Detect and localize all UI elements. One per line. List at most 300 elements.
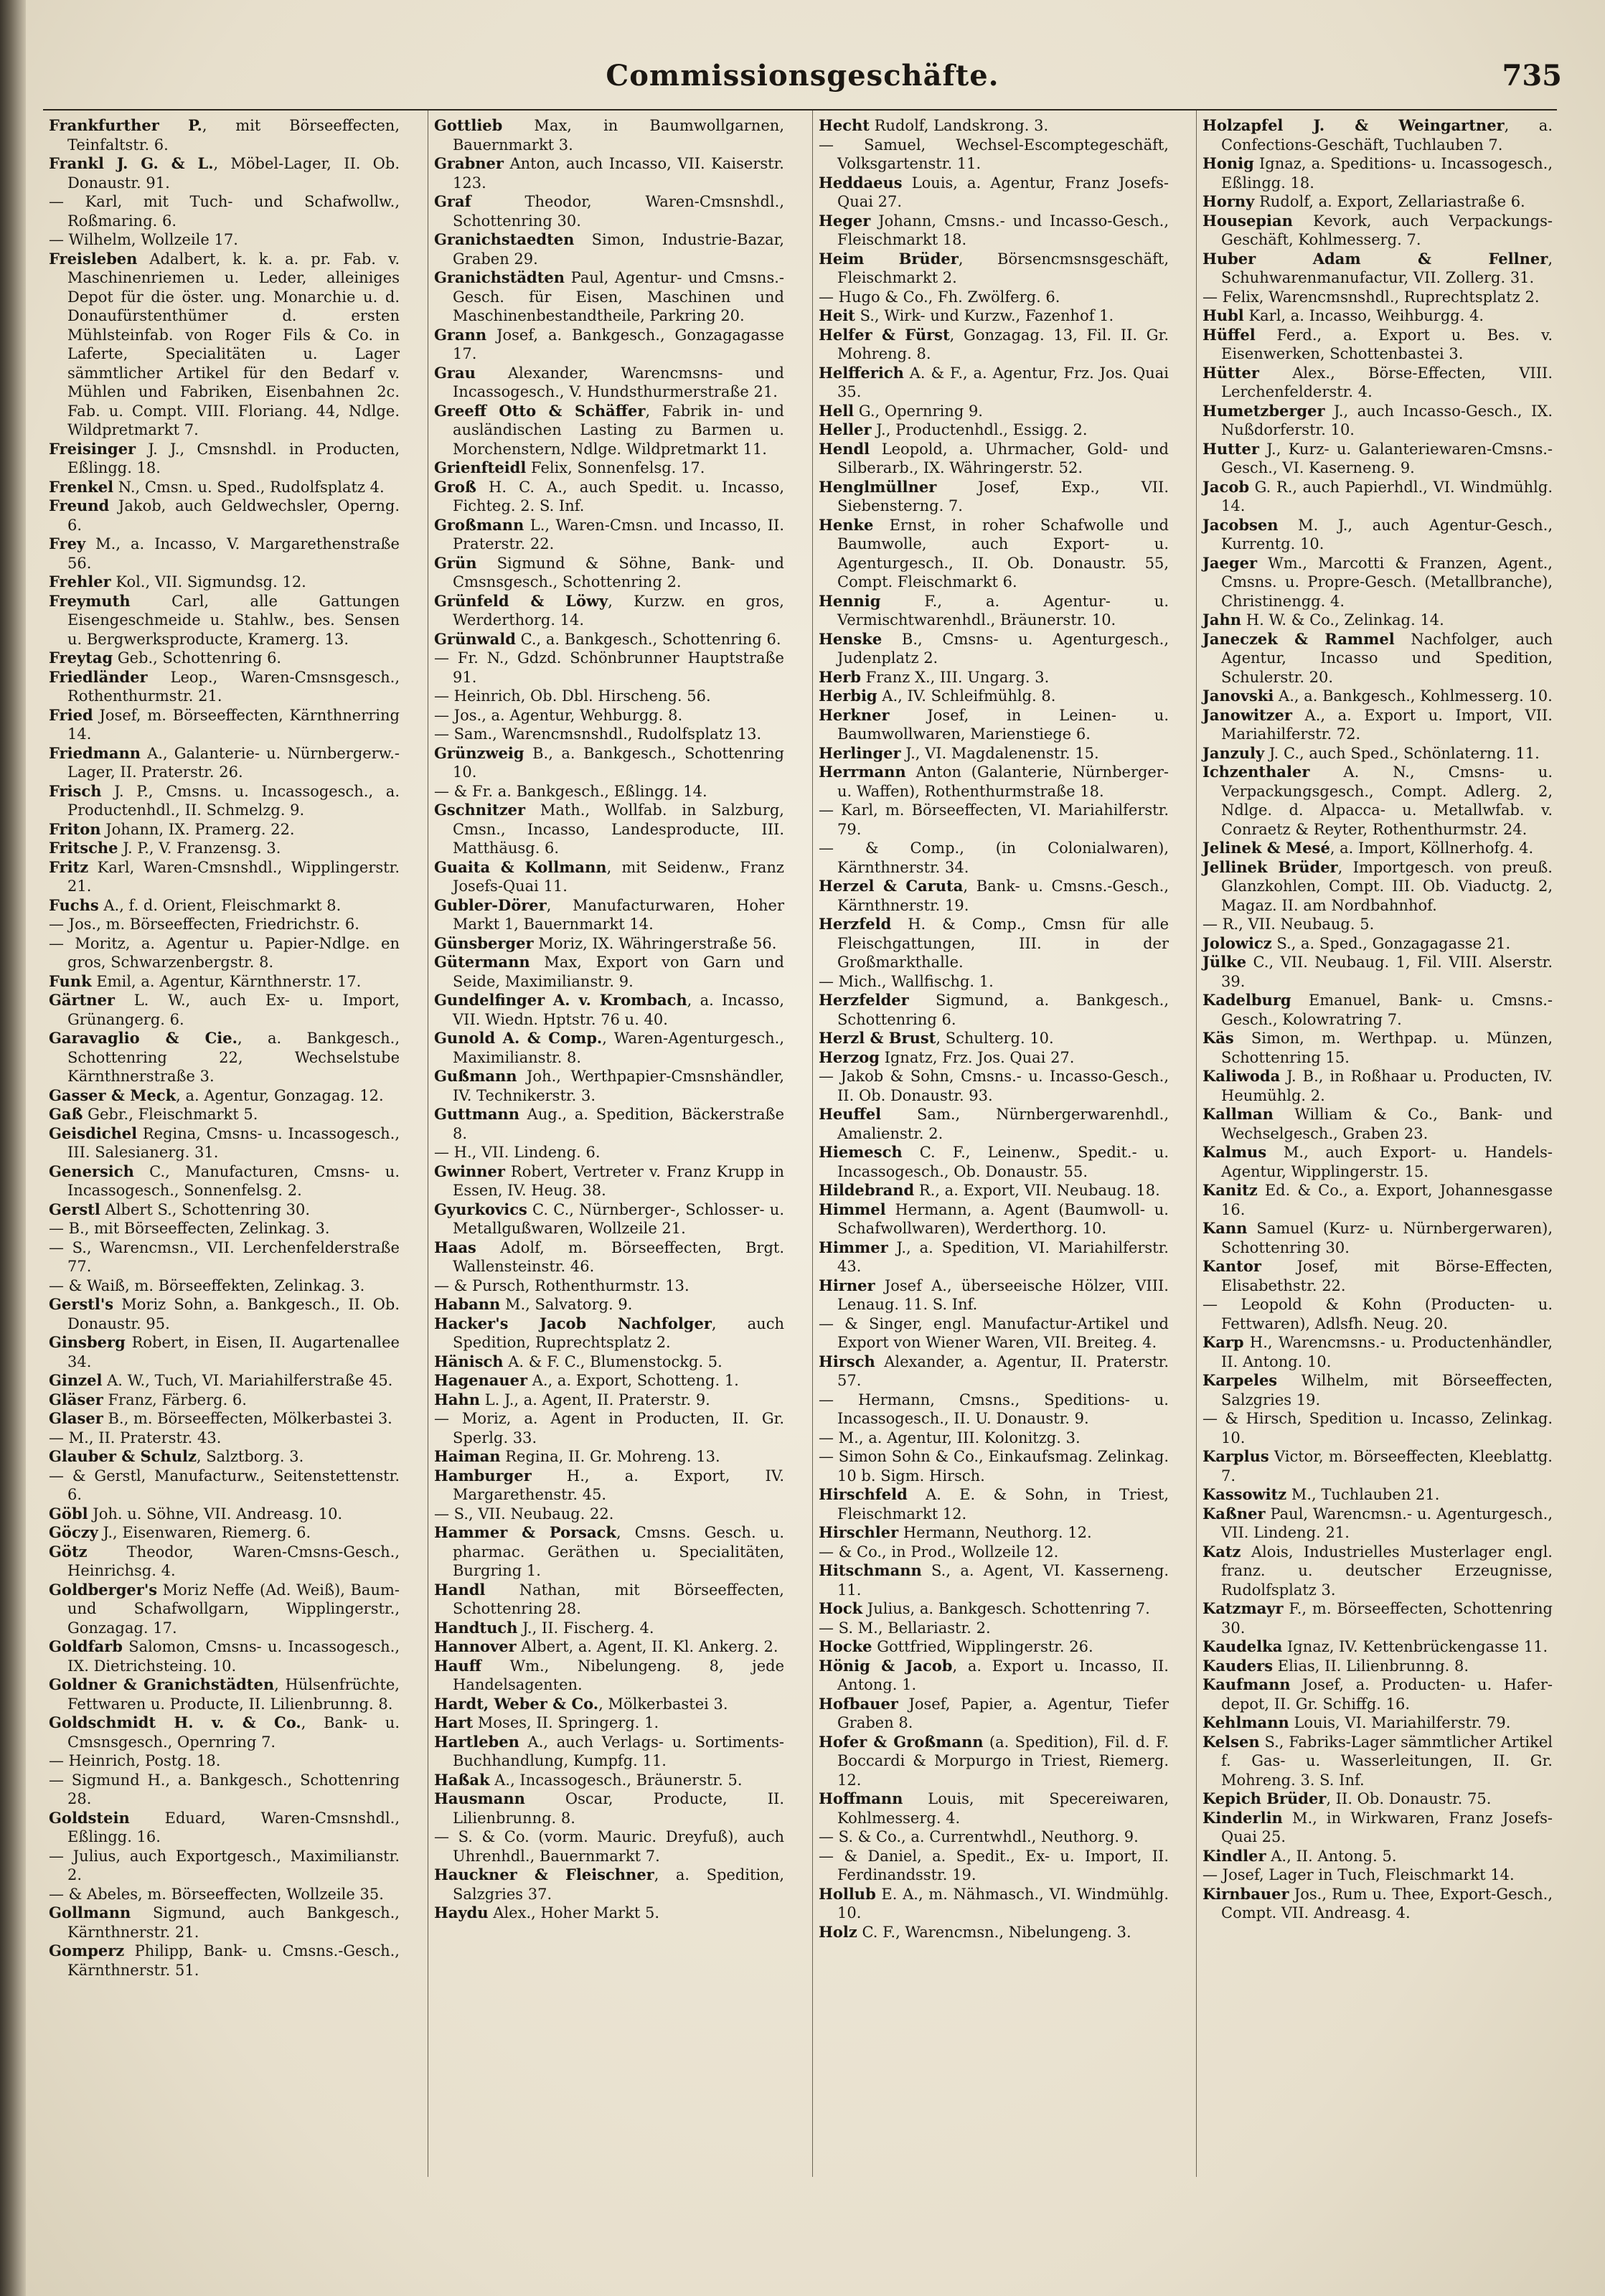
entry-details: — Heinrich, Ob. Dbl. Hirscheng. 56. xyxy=(434,687,711,705)
entry-name: Hauckner & Fleischner xyxy=(434,1866,654,1883)
directory-entry xyxy=(1202,306,1553,326)
directory-entry xyxy=(1202,1543,1553,1600)
entry-details: A., a. Export, Schotteng. 1. xyxy=(527,1372,739,1389)
directory-columns xyxy=(43,109,1557,2177)
entry-details: Franz, Färberg. 6. xyxy=(103,1391,247,1408)
entry-name: Hildebrand xyxy=(819,1181,915,1199)
directory-entry xyxy=(49,1409,400,1429)
entry-name: Friedländer xyxy=(49,667,148,686)
directory-entry xyxy=(49,1523,400,1543)
directory-entry xyxy=(49,820,400,839)
directory-entry xyxy=(1202,1029,1553,1067)
entry-details: Karl, a. Incasso, Weihburgg. 4. xyxy=(1243,307,1484,324)
entry-details: , Salztborg. 3. xyxy=(196,1448,304,1465)
entry-name: Humetzberger xyxy=(1202,401,1325,420)
entry-name: Fritz xyxy=(49,857,89,876)
entry-name: Gütermann xyxy=(434,953,530,971)
entry-name: Frenkel xyxy=(49,477,114,496)
entry-details: A., IV. Schleifmühlg. 8. xyxy=(877,687,1056,705)
directory-entry xyxy=(434,1409,784,1447)
entry-name: Hendl xyxy=(819,439,870,458)
entry-name: Handtuch xyxy=(434,1618,518,1637)
entry-details: , Gonzagag. 13, Fil. II. Gr. Mohreng. 8. xyxy=(837,326,1169,362)
entry-details: Nathan, mit Börseeffecten, Schottenring 28. xyxy=(453,1581,784,1617)
directory-entry xyxy=(819,668,1169,687)
entry-name: Heddaeus xyxy=(819,173,903,192)
entry-name: Freund xyxy=(49,497,110,514)
entry-name: Freymuth xyxy=(49,591,131,610)
book-spine-shadow xyxy=(0,0,26,2296)
directory-entry xyxy=(49,1904,400,1942)
directory-entry xyxy=(819,630,1169,668)
entry-details: Math., Wollfab. in Salzburg, Cmsn., Incasso, Landesproducte, III. Matthäusg. 6. xyxy=(453,801,784,857)
entry-name: Karp xyxy=(1202,1333,1244,1351)
entry-details: L. W., auch Ex- u. Import, Grünangerg. 6. xyxy=(67,992,400,1028)
entry-details: Eduard, Waren-Cmsnshdl., Eßlingg. 16. xyxy=(67,1809,400,1845)
directory-entry xyxy=(819,1543,1169,1562)
entry-name: Holzapfel J. & Weingartner xyxy=(1202,116,1505,134)
entry-details: Louis, mit Specereiwaren, Kohlmesserg. 4. xyxy=(837,1790,1169,1827)
directory-entry xyxy=(49,744,400,782)
directory-entry xyxy=(434,1637,784,1657)
directory-entry xyxy=(49,230,400,250)
directory-entry xyxy=(819,1657,1169,1695)
directory-entry xyxy=(1202,1485,1553,1505)
directory-entry xyxy=(819,687,1169,706)
entry-details: Oscar, Producte, II. Lilienbrunng. 8. xyxy=(453,1790,784,1827)
entry-name: Katz xyxy=(1202,1542,1241,1561)
entry-name: Freisinger xyxy=(49,439,136,458)
directory-entry xyxy=(49,991,400,1029)
directory-entry xyxy=(819,744,1169,763)
entry-details: (a. Spedition), Fil. d. F. Boccardi & Morpurgo in Triest, Riemerg. 12. xyxy=(837,1733,1169,1789)
entry-details: — Moritz, a. Agentur u. Papier-Ndlge. en gros, Schwarzenbergstr. 8. xyxy=(49,934,400,971)
entry-name: Hiemesch xyxy=(819,1143,903,1161)
entry-details: A., a. Bankgesch., Kohlmesserg. 10. xyxy=(1274,687,1553,705)
entry-details: F., a. Agentur- u. Vermischtwarenhdl., Bräunerstr. 10. xyxy=(837,592,1169,629)
entry-details: Ignaz, IV. Kettenbrückengasse 11. xyxy=(1282,1638,1548,1655)
entry-details: Ferd., a. Export u. Bes. v. Eisenwerken, Schottenbastei 3. xyxy=(1221,326,1553,362)
entry-name: Herzog xyxy=(819,1048,880,1066)
directory-entry xyxy=(1202,212,1553,250)
entry-details: J. J., Cmsnshdl. in Producten, Eßlingg. 18. xyxy=(67,440,400,476)
entry-details: , a. Agentur, Gonzagag. 12. xyxy=(176,1086,384,1104)
entry-details: R., a. Export, VII. Neubaug. 18. xyxy=(914,1182,1160,1199)
directory-entry xyxy=(49,497,400,535)
entry-details: Paul, Warencmsn.- u. Agenturgesch., VII. Lindeng. 21. xyxy=(1221,1505,1553,1541)
entry-details: Johann, IX. Pramerg. 22. xyxy=(100,820,295,838)
entry-details: C., VII. Neubaug. 1, Fil. VIII. Alserstr. 39. xyxy=(1221,954,1553,990)
entry-name: Goldner & Granichstädten xyxy=(49,1675,275,1693)
directory-entry xyxy=(49,782,400,820)
entry-name: Kallman xyxy=(1202,1105,1274,1123)
entry-details: J., a. Spedition, VI. Mariahilferstr. 43. xyxy=(837,1238,1169,1275)
directory-entry xyxy=(819,1105,1169,1143)
entry-name: Hocke xyxy=(819,1637,872,1655)
entry-details: Alexander, a. Agentur, II. Praterstr. 57. xyxy=(837,1352,1169,1389)
directory-entry xyxy=(819,136,1169,174)
entry-name: Hirner xyxy=(819,1276,875,1294)
directory-entry xyxy=(1202,611,1553,630)
entry-details: H., Warencmsns.- u. Productenhändler, II. Antong. 10. xyxy=(1221,1334,1553,1370)
entry-details: — Hugo & Co., Fh. Zwölferg. 6. xyxy=(819,288,1060,306)
entry-details: N., Cmsn. u. Sped., Rudolfsplatz 4. xyxy=(113,478,385,496)
entry-details: Anton (Galanterie, Nürnberger- u. Waffen), Rothenthurmstraße 18. xyxy=(837,763,1169,800)
entry-name: Hutter xyxy=(1202,439,1259,458)
entry-details: G. R., auch Papierhdl., VI. Windmühlg. 14. xyxy=(1221,478,1553,514)
entry-details: A., Galanterie- u. Nürnbergerw.-Lager, II. Praterstr. 26. xyxy=(67,744,400,781)
entry-name: Grann xyxy=(434,325,487,344)
entry-name: Frisch xyxy=(49,781,102,800)
entry-name: Janowitzer xyxy=(1202,705,1292,724)
entry-details: — S. M., Bellariastr. 2. xyxy=(819,1619,991,1637)
directory-entry xyxy=(819,174,1169,212)
entry-details: — Wilhelm, Wollzeile 17. xyxy=(49,231,238,248)
directory-entry xyxy=(434,116,784,154)
page-header xyxy=(43,59,1562,109)
entry-details: — Heinrich, Postg. 18. xyxy=(49,1752,221,1769)
entry-details: Leopold, a. Uhrmacher, Gold- und Silberarb., IX. Währingerstr. 52. xyxy=(837,440,1169,476)
entry-details: Albert, a. Agent, II. Kl. Ankerg. 2. xyxy=(516,1638,778,1655)
entry-details: C., Manufacturen, Cmsns- u. Incassogesch., Sonnenfelsg. 2. xyxy=(67,1162,400,1199)
entry-name: Herzl & Brust xyxy=(819,1029,936,1047)
entry-name: Grienfteidl xyxy=(434,458,527,476)
entry-details: — Moriz, a. Agent in Producten, II. Gr. Sperlg. 33. xyxy=(434,1410,784,1446)
entry-details: Regina, Cmsns- u. Incassogesch., III. Salesianerg. 31. xyxy=(67,1124,400,1161)
entry-details: Ernst, in roher Schafwolle und Baumwolle, auch Export- u. Agenturgesch., II. Ob. Donaustr. 55, Compt. Fleischmarkt 6. xyxy=(837,516,1169,591)
entry-name: Goldberger's xyxy=(49,1580,158,1599)
entry-details: Emil, a. Agentur, Kärnthnerstr. 17. xyxy=(91,972,362,990)
entry-name: Herbig xyxy=(819,687,877,705)
entry-name: Friton xyxy=(49,819,101,838)
entry-name: Gärtner xyxy=(49,991,115,1009)
directory-entry xyxy=(819,402,1169,421)
entry-details: H. & Comp., Cmsn für alle Fleischgattungen, III. in der Großmarkthalle. xyxy=(837,916,1169,971)
entry-name: Herrmann xyxy=(819,763,906,781)
directory-entry xyxy=(819,288,1169,307)
directory-entry xyxy=(819,972,1169,992)
entry-details: J. C., auch Sped., Schönlaterng. 11. xyxy=(1264,744,1540,762)
directory-entry xyxy=(819,1029,1169,1048)
entry-name: Hirschler xyxy=(819,1523,899,1541)
directory-entry xyxy=(1202,192,1553,212)
entry-details: — M., a. Agentur, III. Kolonitzg. 3. xyxy=(819,1429,1081,1446)
entry-details: A. & F., a. Agentur, Frz. Jos. Quai 35. xyxy=(837,364,1169,400)
directory-entry xyxy=(819,1561,1169,1599)
entry-details: Louis, VI. Mariahilferstr. 79. xyxy=(1289,1714,1511,1731)
directory-entry xyxy=(1202,934,1553,954)
entry-details: Kol., VII. Sigmundsg. 12. xyxy=(110,573,306,591)
entry-details: J., VI. Magdalenenstr. 15. xyxy=(900,744,1099,762)
page-number: 735 xyxy=(1502,59,1562,93)
entry-details: — & Fr. a. Bankgesch., Eßlingg. 14. xyxy=(434,782,707,800)
entry-details: Julius, a. Bankgesch. Schottenring 7. xyxy=(862,1600,1150,1617)
directory-entry xyxy=(49,1447,400,1467)
entry-details: — S. & Co. (vorm. Mauric. Dreyfuß), auch Uhrenhdl., Bauernmarkt 7. xyxy=(434,1828,784,1865)
directory-entry xyxy=(1202,1219,1553,1257)
entry-name: Grau xyxy=(434,363,476,382)
entry-name: Ginsberg xyxy=(49,1333,126,1351)
entry-name: Kanitz xyxy=(1202,1181,1258,1199)
entry-details: M., Tuchlauben 21. xyxy=(1286,1486,1440,1503)
directory-entry xyxy=(434,364,784,402)
directory-entry xyxy=(49,1543,400,1581)
entry-details: Sam., Nürnbergerwarenhdl., Amalienstr. 2. xyxy=(837,1106,1169,1142)
entry-details: Adalbert, k. k. a. pr. Fab. v. Maschinenriemen u. Leder, alleiniges Depot für die öster. ung. Monarchie u. d. Donaufürstenthümer d. ersten Mühlsteinfab. von Roger Fils & Co. in Laferte, Specialitäten u. Lager sämmtlicher Artikel für den Bedarf v. Mühlen und Fabriken, Eisenbahnen 2c. Fab. u. Compt. VIII. Floriang. 44, Ndlge. Wildpretmarkt 7. xyxy=(67,250,400,438)
entry-details: Josef, m. Börseeffecten, Kärnthnerring 14. xyxy=(67,706,400,743)
entry-name: Hahn xyxy=(434,1390,480,1408)
directory-entry xyxy=(1202,1257,1553,1295)
entry-name: Herlinger xyxy=(819,743,901,762)
directory-entry xyxy=(819,1637,1169,1657)
entry-name: Funk xyxy=(49,971,92,990)
directory-entry xyxy=(1202,1447,1553,1485)
directory-entry xyxy=(434,1904,784,1923)
entry-details: Josef, Exp., VII. Siebensterng. 7. xyxy=(837,478,1169,514)
directory-entry xyxy=(819,516,1169,592)
directory-entry xyxy=(1202,154,1553,192)
entry-details: Moriz Sohn, a. Bankgesch., II. Ob. Donaustr. 95. xyxy=(67,1296,400,1332)
entry-details: C. F., Leinenw., Spedit.- u. Incassogesch., Ob. Donaustr. 55. xyxy=(837,1144,1169,1180)
directory-entry xyxy=(1202,839,1553,858)
entry-details: — & Hirsch, Spedition u. Incasso, Zelinkag. 10. xyxy=(1202,1410,1553,1446)
entry-details: Rudolf, Landskrong. 3. xyxy=(869,117,1049,134)
directory-entry xyxy=(434,858,784,896)
entry-name: Glaser xyxy=(49,1409,103,1427)
directory-entry xyxy=(49,573,400,592)
entry-details: Alex., Hoher Markt 5. xyxy=(488,1904,660,1921)
directory-entry xyxy=(819,250,1169,288)
entry-name: Großmann xyxy=(434,515,524,534)
entry-details: — S. & Co., a. Currentwhdl., Neuthorg. 9. xyxy=(819,1828,1139,1845)
entry-details: — Mich., Wallfischg. 1. xyxy=(819,972,994,990)
directory-entry xyxy=(434,1371,784,1391)
entry-details: Josef, mit Börse-Effecten, Elisabethstr. 22. xyxy=(1221,1258,1553,1294)
directory-entry xyxy=(819,706,1169,744)
directory-entry xyxy=(1202,1067,1553,1105)
entry-details: Felix, Sonnenfelsg. 17. xyxy=(526,459,705,476)
directory-entry xyxy=(49,1333,400,1371)
directory-entry xyxy=(819,839,1169,877)
entry-name: Freisleben xyxy=(49,249,138,268)
entry-name: Janzuly xyxy=(1202,743,1265,762)
entry-details: Moriz Neffe (Ad. Weiß), Baum- und Schafwollgarn, Wipplingerstr., Gonzagag. 17. xyxy=(67,1581,400,1637)
directory-entry xyxy=(819,1827,1169,1847)
directory-entry xyxy=(1202,687,1553,706)
directory-entry xyxy=(49,592,400,649)
entry-name: Hock xyxy=(819,1599,863,1617)
entry-details: Wm., Marcotti & Franzen, Agent., Cmsns. u. Propre-Gesch. (Metallbranche), Christinengg. 4. xyxy=(1221,554,1553,610)
entry-details: L. J., a. Agent, II. Praterstr. 9. xyxy=(479,1391,710,1408)
directory-entry xyxy=(1202,744,1553,763)
entry-details: Albert S., Schottenring 30. xyxy=(100,1200,311,1218)
entry-name: Himmer xyxy=(819,1238,888,1256)
directory-entry xyxy=(434,1143,784,1162)
entry-name: Kantor xyxy=(1202,1257,1261,1275)
directory-entry xyxy=(434,1523,784,1581)
entry-name: Gaß xyxy=(49,1105,83,1123)
directory-entry xyxy=(434,458,784,478)
directory-entry xyxy=(49,668,400,706)
entry-details: Sigmund, a. Bankgesch., Schottenring 6. xyxy=(837,992,1169,1028)
entry-name: Haiman xyxy=(434,1447,501,1465)
directory-entry xyxy=(434,1067,784,1105)
directory-entry xyxy=(1202,1847,1553,1866)
directory-entry xyxy=(434,687,784,706)
entry-details: Joh. u. Söhne, VII. Andreasg. 10. xyxy=(88,1505,343,1523)
directory-entry xyxy=(819,364,1169,402)
entry-name: Hacker's Jacob Nachfolger xyxy=(434,1314,712,1332)
entry-name: Helfferich xyxy=(819,363,904,382)
entry-name: Janeczek & Rammel xyxy=(1202,629,1395,648)
directory-entry xyxy=(49,1581,400,1638)
entry-name: Genersich xyxy=(49,1162,134,1180)
entry-details: Karl, Waren-Cmsnshdl., Wipplingerstr. 21. xyxy=(67,858,400,895)
directory-entry xyxy=(434,1295,784,1314)
directory-entry xyxy=(819,440,1169,478)
entry-name: Kepich Brüder xyxy=(1202,1789,1327,1807)
entry-name: Jacobsen xyxy=(1202,515,1279,534)
directory-entry xyxy=(819,592,1169,630)
entry-details: , Möbel-Lager, II. Ob. Donaustr. 91. xyxy=(67,155,400,192)
entry-name: Hagenauer xyxy=(434,1371,528,1389)
entry-details: Sigmund & Söhne, Bank- und Cmsnsgesch., Schottenring 2. xyxy=(453,554,784,591)
directory-entry xyxy=(434,1162,784,1200)
entry-details: H. W. & Co., Zelinkag. 14. xyxy=(1241,611,1444,629)
entry-name: Greeff Otto & Schäffer xyxy=(434,401,646,420)
directory-entry xyxy=(1202,1105,1553,1143)
directory-entry xyxy=(434,725,784,744)
entry-name: Hell xyxy=(819,401,855,420)
entry-name: Kauders xyxy=(1202,1656,1274,1675)
directory-entry xyxy=(49,1219,400,1238)
page-title: Commissionsgeschäfte. xyxy=(606,59,999,93)
entry-details: J., Productenhdl., Essigg. 2. xyxy=(871,421,1088,438)
directory-entry xyxy=(434,801,784,858)
entry-name: Haßak xyxy=(434,1770,490,1789)
entry-details: Alois, Industrielles Musterlager engl. franz. u. deutscher Erzeugnisse, Rudolfsplatz 3. xyxy=(1221,1543,1553,1599)
entry-details: Louis, a. Agentur, Franz Josefs-Quai 27. xyxy=(837,174,1169,210)
entry-name: Frey xyxy=(49,535,86,552)
directory-entry xyxy=(434,402,784,459)
directory-entry xyxy=(819,1048,1169,1068)
directory-entry xyxy=(434,154,784,192)
entry-name: Herkner xyxy=(819,705,890,724)
directory-entry xyxy=(49,116,400,154)
entry-details: Max, Export von Garn und Seide, Maximilianstr. 9. xyxy=(453,954,784,990)
directory-entry xyxy=(49,1238,400,1276)
entry-name: Guttmann xyxy=(434,1105,519,1123)
directory-entry xyxy=(49,1713,400,1751)
directory-entry xyxy=(1202,1637,1553,1657)
entry-details: — R., VII. Neubaug. 5. xyxy=(1202,916,1375,933)
entry-name: Kindler xyxy=(1202,1846,1266,1865)
directory-entry xyxy=(434,744,784,782)
entry-details: , Börsencmsnsgeschäft, Fleischmarkt 2. xyxy=(837,250,1169,286)
directory-entry xyxy=(819,1789,1169,1827)
directory-entry xyxy=(1202,915,1553,934)
entry-name: Groß xyxy=(434,477,476,496)
entry-name: Ginzel xyxy=(49,1371,103,1389)
directory-entry xyxy=(819,1695,1169,1733)
directory-entry xyxy=(819,1847,1169,1885)
entry-details: , a. Bankgesch., Schottenring 22, Wechselstube Kärnthnerstraße 3. xyxy=(67,1030,400,1085)
directory-entry xyxy=(434,268,784,326)
directory-entry xyxy=(819,1733,1169,1790)
entry-details: L., Waren-Cmsn. und Incasso, II. Praterstr. 22. xyxy=(453,516,784,552)
entry-details: — Karl, mit Tuch- und Schafwollw., Roßmaring. 6. xyxy=(49,193,400,230)
entry-details: Kevork, auch Verpackungs-Geschäft, Kohlmesserg. 7. xyxy=(1221,212,1553,248)
entry-name: Freytag xyxy=(49,649,113,667)
entry-details: Elias, II. Lilienbrunng. 8. xyxy=(1273,1657,1469,1675)
entry-name: Jülke xyxy=(1202,953,1247,971)
directory-entry xyxy=(49,440,400,478)
entry-name: Jacob xyxy=(1202,477,1250,496)
entry-name: Heller xyxy=(819,420,872,438)
entry-name: Hollub xyxy=(819,1884,876,1903)
entry-details: — S., Warencmsn., VII. Lerchenfelderstraße 77. xyxy=(49,1238,400,1275)
directory-entry xyxy=(434,934,784,954)
directory-entry xyxy=(434,991,784,1029)
entry-name: Frankfurther P. xyxy=(49,116,202,134)
entry-details: B., Cmsns- u. Agenturgesch., Judenplatz 2. xyxy=(837,630,1169,667)
directory-entry xyxy=(1202,288,1553,307)
directory-entry xyxy=(1202,554,1553,611)
entry-details: J., auch Incasso-Gesch., IX. Nußdorferstr. 10. xyxy=(1221,402,1553,438)
entry-details: , Importgesch. von preuß. Glanzkohlen, Compt. III. Ob. Viaductg. 2, Magaz. II. am Nordbahnhof. xyxy=(1221,858,1553,914)
entry-details: Salomon, Cmsns- u. Incassogesch., IX. Dietrichsteing. 10. xyxy=(67,1638,400,1675)
entry-details: — Jos., m. Börseeffecten, Friedrichstr. 6. xyxy=(49,916,359,933)
entry-details: Josef, a. Bankgesch., Gonzagagasse 17. xyxy=(453,326,784,362)
entry-name: Herzfeld xyxy=(819,915,892,933)
directory-entry xyxy=(49,1162,400,1200)
entry-details: , a. Spedition, Salzgries 37. xyxy=(453,1866,785,1903)
entry-name: Kaudelka xyxy=(1202,1637,1283,1655)
entry-details: C. C., Nürnberger-, Schlosser- u. Metallgußwaren, Wollzeile 21. xyxy=(453,1200,784,1237)
entry-details: M., auch Export- u. Handels-Agentur, Wipplingerstr. 15. xyxy=(1221,1144,1553,1180)
directory-entry xyxy=(49,858,400,896)
entry-name: Gasser & Meck xyxy=(49,1086,176,1104)
entry-name: Frehler xyxy=(49,573,111,591)
directory-entry xyxy=(1202,250,1553,288)
entry-name: Günsberger xyxy=(434,933,534,952)
directory-entry xyxy=(49,934,400,972)
entry-name: Fried xyxy=(49,705,93,724)
column-2 xyxy=(428,110,789,2177)
entry-details: Simon, Industrie-Bazar, Graben 29. xyxy=(453,231,784,268)
entry-details: M., Salvatorg. 9. xyxy=(500,1296,633,1313)
entry-details: Philipp, Bank- u. Cmsns.-Gesch., Kärnthnerstr. 51. xyxy=(67,1942,400,1979)
entry-name: Göczy xyxy=(49,1523,98,1541)
entry-name: Gottlieb xyxy=(434,116,503,134)
entry-name: Hüffel xyxy=(1202,325,1256,344)
directory-entry xyxy=(819,991,1169,1029)
directory-entry xyxy=(1202,1675,1553,1713)
entry-name: Jahn xyxy=(1202,611,1242,629)
entry-name: Hoffmann xyxy=(819,1789,903,1807)
directory-entry xyxy=(1202,630,1553,687)
entry-name: Herzel & Caruta xyxy=(819,877,964,895)
entry-details: C., a. Bankgesch., Schottenring 6. xyxy=(515,630,781,648)
directory-entry xyxy=(49,478,400,497)
directory-entry xyxy=(434,1713,784,1733)
entry-details: A. & F. C., Blumenstockg. 5. xyxy=(503,1352,723,1370)
entry-name: Gwinner xyxy=(434,1162,505,1180)
directory-entry xyxy=(1202,1657,1553,1676)
entry-details: , Schuhwarenmanufactur, VII. Zollerg. 31. xyxy=(1221,250,1553,286)
entry-details: Robert, in Eisen, II. Augartenallee 34. xyxy=(67,1334,400,1370)
directory-entry xyxy=(434,630,784,649)
